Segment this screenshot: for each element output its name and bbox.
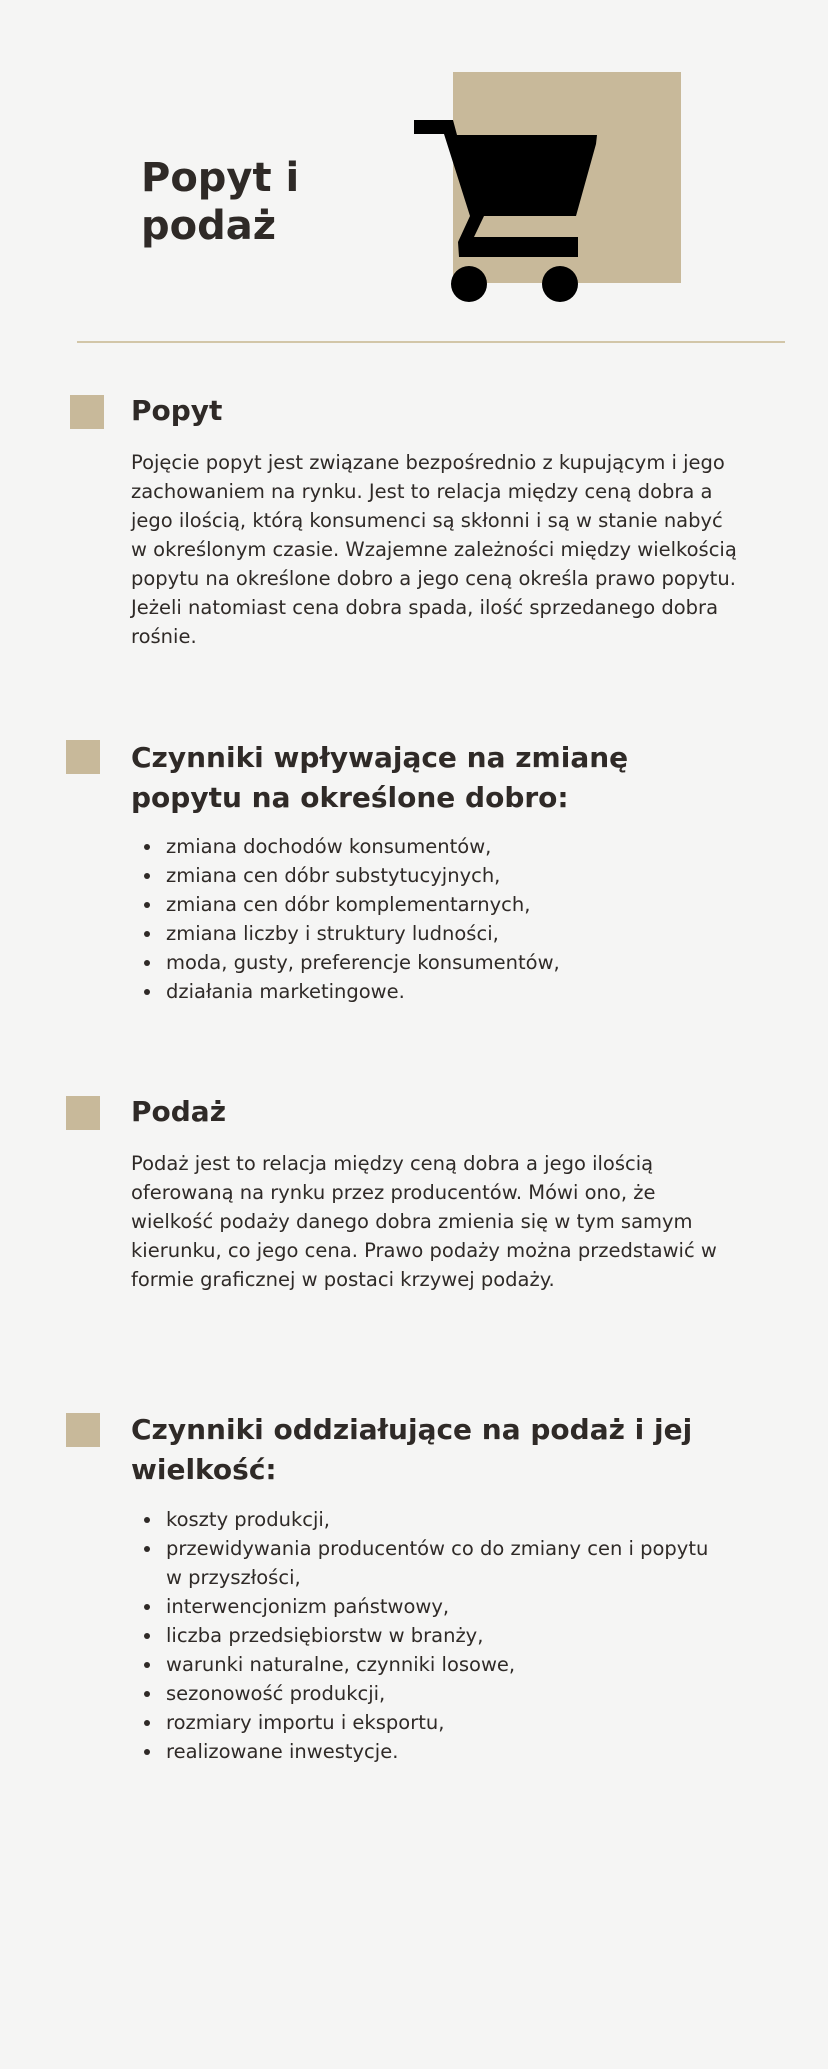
list-item: liczba przedsiębiorstw w branży, [131,1621,721,1650]
list-item: realizowane inwestycje. [131,1737,721,1766]
list-item: przewidywania producentów co do zmiany cen i popytu w przyszłości, [131,1534,721,1592]
section-heading-popyt: Popyt [131,394,223,427]
section-marker [66,1096,100,1130]
section-marker [66,1413,100,1447]
demand-factors-list [131,832,721,1006]
section-heading-supply-factors: Czynniki oddziałujące na podaż i jej wielkość: [131,1413,693,1486]
list-item: koszty produkcji, [131,1505,721,1534]
section-text-podaz: Podaż jest to relacja między ceną dobra a jego ilością oferowaną na rynku przez producentów. Mówi ono, że wielkość podaży danego dobra zmienia się w tym samym kierunku, co jego cena. Prawo podaży można przedstawić w formie graficznej w postaci krzywej podaży. [131,1152,717,1291]
page-title: Popyt i podaż [141,155,300,249]
list-item: interwencjonizm państwowy, [131,1592,721,1621]
list-item: sezonowość produkcji, [131,1679,721,1708]
section-heading-podaz: Podaż [131,1095,226,1128]
list-item: zmiana cen dóbr komplementarnych, [131,890,721,919]
header-divider [77,341,785,343]
section-marker [70,395,104,429]
list-item: rozmiary importu i eksportu, [131,1708,721,1737]
list-item: działania marketingowe. [131,977,721,1006]
list-item: zmiana liczby i struktury ludności, [131,919,721,948]
section-marker [66,740,100,774]
shopping-cart-icon [410,116,600,306]
section-text-popyt: Pojęcie popyt jest związane bezpośrednio z kupującym i jego zachowaniem na rynku. Jest to relacja między ceną dobra a jego ilością, którą konsumenci są skłonni i są w stanie nabyć w określonym czasie. Wzajemne zależności między wielkością popytu na określone dobro a jego ceną określa prawo popytu. Jeżeli natomiast cena dobra spada, ilość sprzedanego dobra rośnie. [131,451,737,648]
list-item: zmiana cen dóbr substytucyjnych, [131,861,721,890]
list-item: zmiana dochodów konsumentów, [131,832,721,861]
supply-factors-list [131,1505,721,1766]
list-item: warunki naturalne, czynniki losowe, [131,1650,721,1679]
section-heading-demand-factors: Czynniki wpływające na zmianę popytu na określone dobro: [131,741,629,814]
list-item: moda, gusty, preferencje konsumentów, [131,948,721,977]
